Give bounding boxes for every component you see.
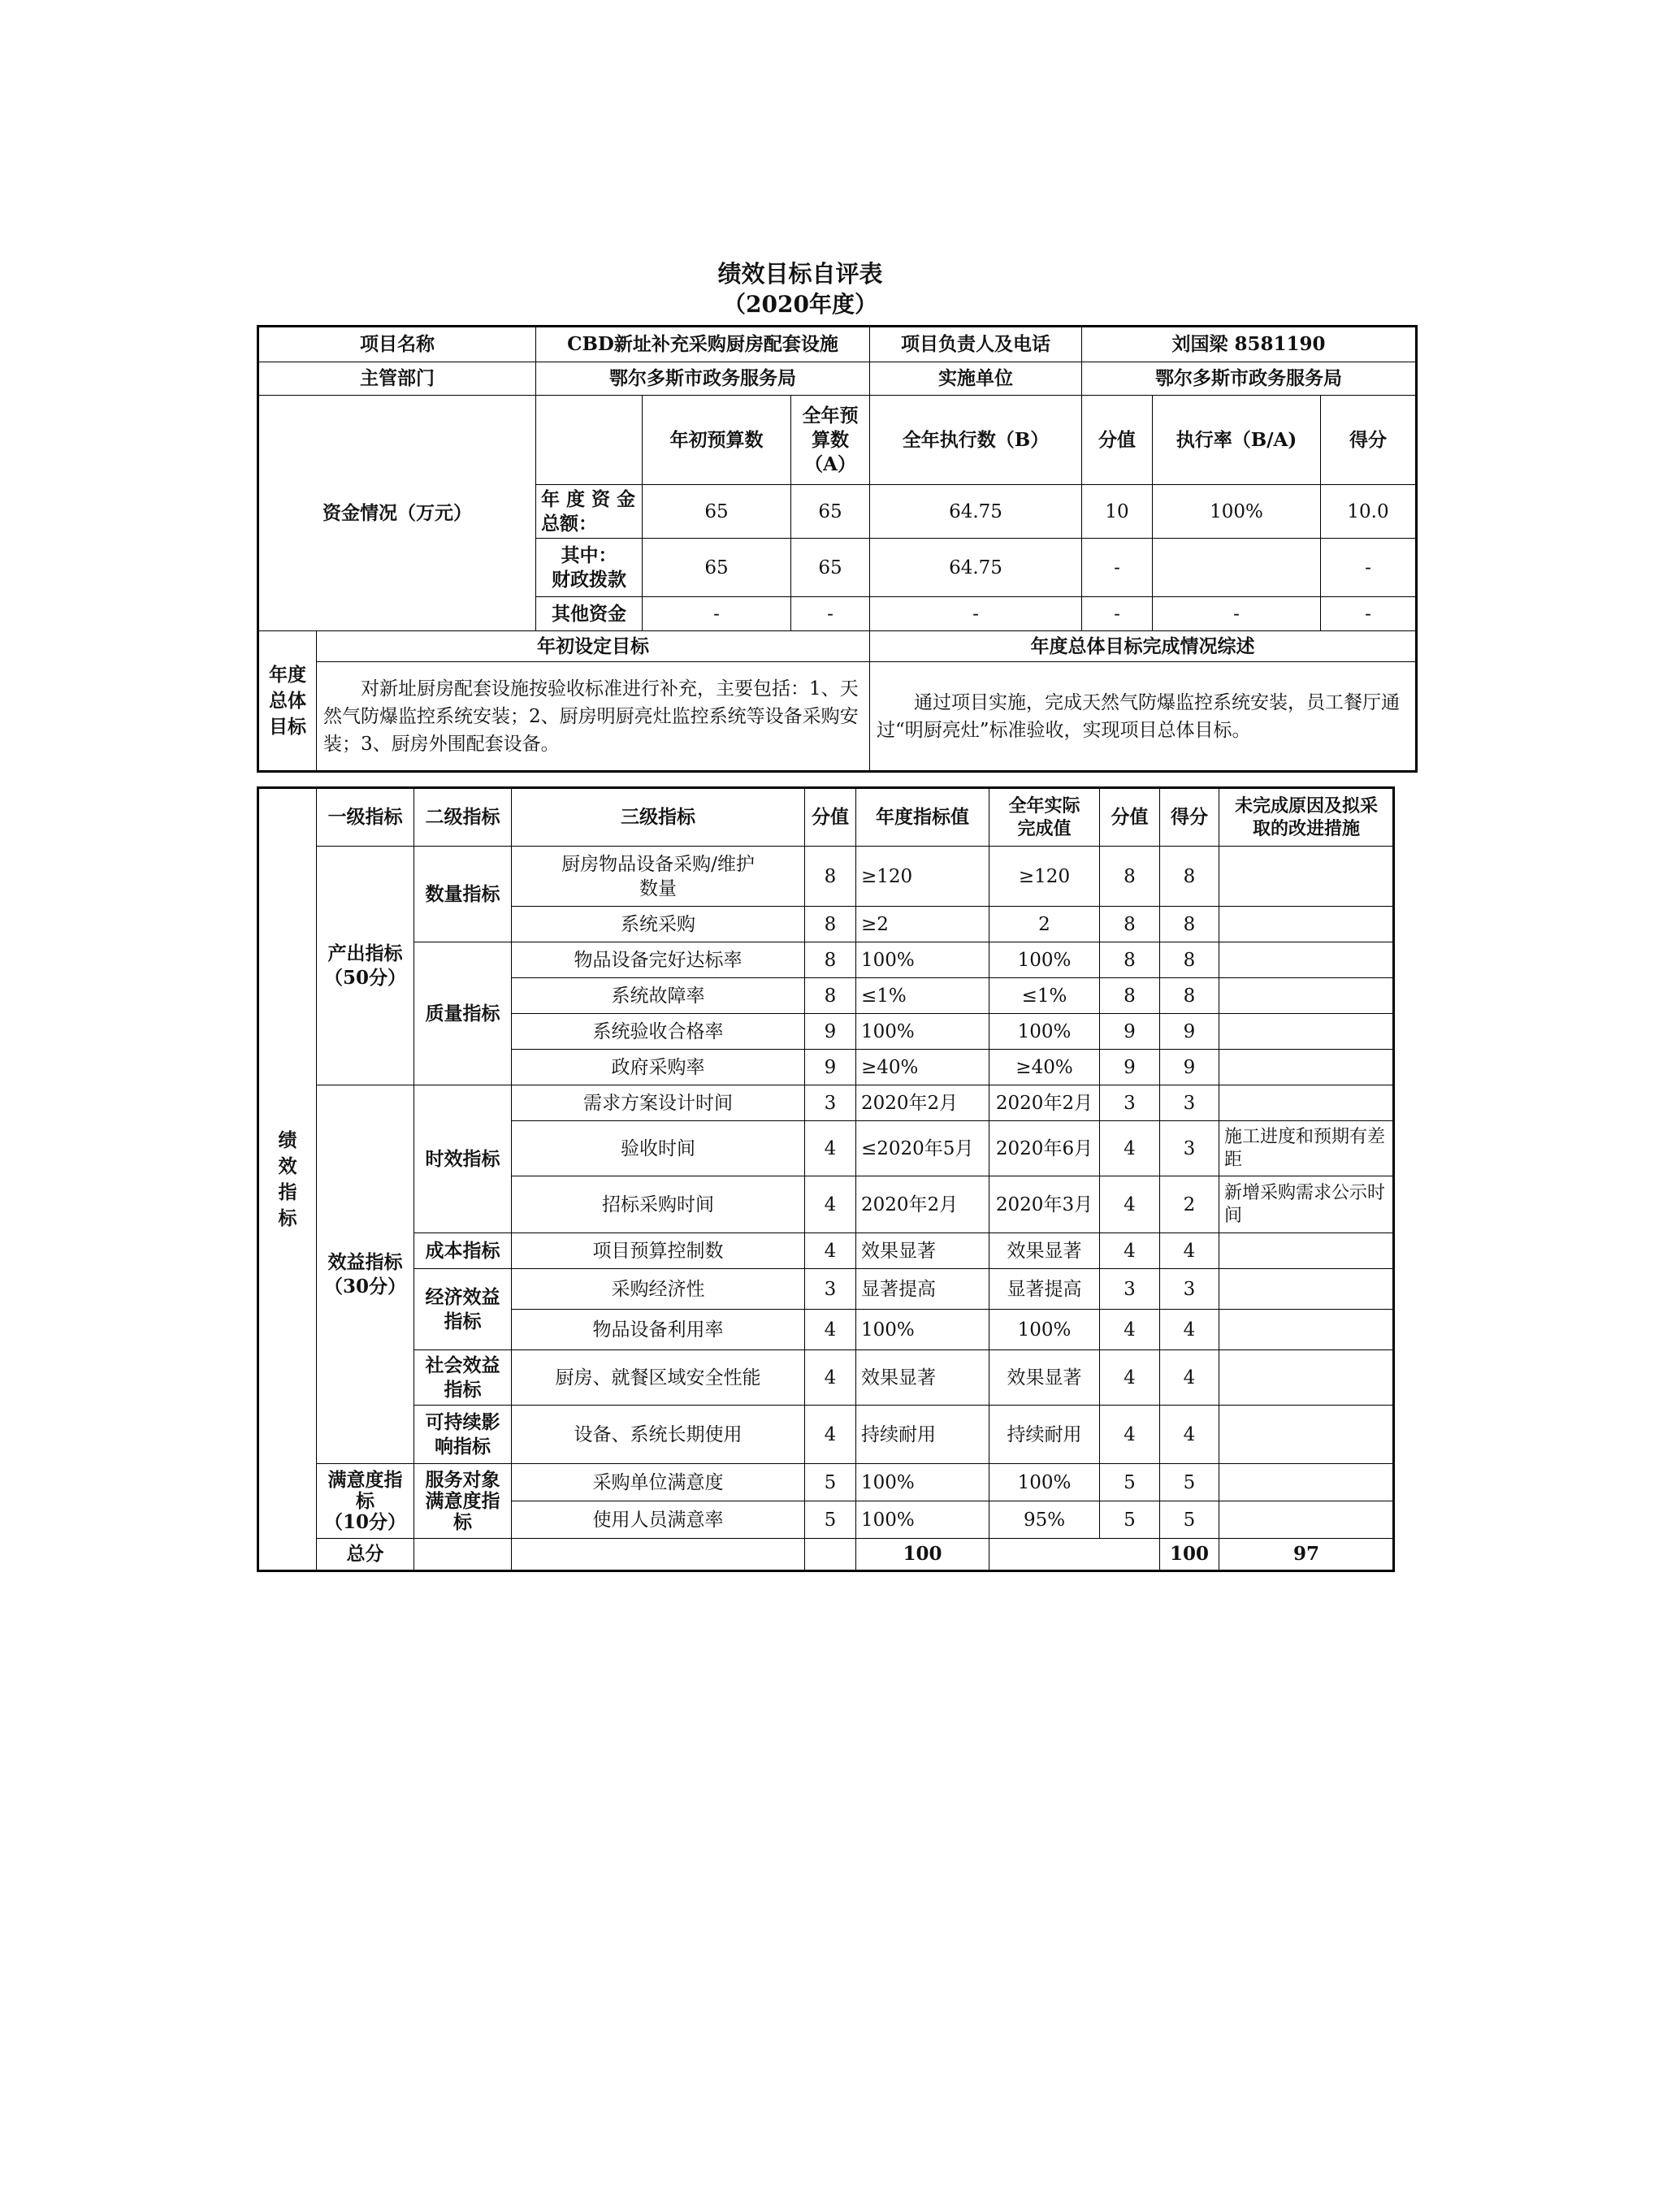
level3-name: 系统验收合格率 (512, 1014, 805, 1050)
goals-summary-header: 年度总体目标完成情况综述 (870, 631, 1417, 662)
total-row (258, 1539, 1394, 1571)
level3-name-line2: 数量 (639, 877, 677, 899)
cell-actual: 2020年6月 (989, 1121, 1100, 1176)
funds-cell (1153, 539, 1321, 597)
level2-service-line2: 满意度指 (425, 1489, 500, 1512)
cell-score2: 8 (1100, 978, 1160, 1014)
cell-target: 显著提高 (856, 1269, 989, 1310)
funds-row-label (536, 539, 643, 597)
cell-got: 8 (1160, 942, 1219, 978)
level2-cost: 成本指标 (414, 1233, 512, 1269)
cell-target: 100% (856, 1310, 989, 1350)
goals-label (258, 631, 317, 772)
level1-output (317, 847, 414, 1085)
funds-row-label: 其他资金 (536, 597, 643, 631)
side-char: 效 (278, 1154, 297, 1177)
cell-score2: 4 (1100, 1233, 1160, 1269)
cell-score2: 5 (1100, 1501, 1160, 1539)
dept-label: 主管部门 (258, 362, 536, 396)
goals-header-row (258, 631, 1417, 662)
level2-economic (414, 1269, 512, 1350)
level2-social-line2: 指标 (444, 1378, 482, 1401)
level1-benefit (317, 1085, 414, 1464)
col-reason (1219, 788, 1394, 847)
cell-actual: 95% (989, 1501, 1100, 1539)
cell-target: ≥2 (856, 907, 989, 942)
level3-name: 物品设备利用率 (512, 1310, 805, 1350)
level3-name (512, 847, 805, 907)
page-subtitle: （2020年度） (723, 291, 877, 318)
cell-reason (1219, 1310, 1394, 1350)
cell-score: 5 (805, 1464, 856, 1501)
cell-score2: 4 (1100, 1350, 1160, 1406)
side-char: 绩 (278, 1128, 297, 1151)
cell-score: 8 (805, 978, 856, 1014)
col-score2: 分值 (1100, 788, 1160, 847)
cell-score: 9 (805, 1050, 856, 1085)
funds-cell: 64.75 (870, 539, 1082, 597)
funds-col-rate: 执行率（B/A) (1153, 396, 1321, 485)
cell-score2: 9 (1100, 1050, 1160, 1085)
cell-got: 9 (1160, 1014, 1219, 1050)
cell-target: 100% (856, 1501, 989, 1539)
col-level3: 三级指标 (512, 788, 805, 847)
cell-target: 100% (856, 1464, 989, 1501)
cell-actual: 100% (989, 1014, 1100, 1050)
goals-label-line1: 年度 (269, 663, 306, 686)
cell-score: 4 (805, 1406, 856, 1464)
level2-sustain-line2: 响指标 (435, 1435, 491, 1458)
table-row (258, 1406, 1394, 1464)
cell-got: 4 (1160, 1310, 1219, 1350)
level1-satisfaction-line3: （10分） (323, 1510, 406, 1533)
level2-service-line3: 标 (453, 1510, 472, 1533)
cell-got: 9 (1160, 1050, 1219, 1085)
cell-target: ≤1% (856, 978, 989, 1014)
col-target: 年度指标值 (856, 788, 989, 847)
total-empty (414, 1539, 512, 1571)
level3-name: 项目预算控制数 (512, 1233, 805, 1269)
cell-actual: 持续耐用 (989, 1406, 1100, 1464)
cell-reason (1219, 1350, 1394, 1406)
cell-target: ≤2020年5月 (856, 1121, 989, 1176)
project-name-label: 项目名称 (258, 327, 536, 362)
level3-name: 设备、系统长期使用 (512, 1406, 805, 1464)
cell-actual: 2020年3月 (989, 1176, 1100, 1233)
contact-label: 项目负责人及电话 (870, 327, 1082, 362)
cell-target: ≥120 (856, 847, 989, 907)
col-score: 分值 (805, 788, 856, 847)
cell-reason (1219, 978, 1394, 1014)
level2-quantity: 数量指标 (414, 847, 512, 942)
level2-timeliness: 时效指标 (414, 1085, 512, 1233)
level1-benefit-line2: （30分） (323, 1275, 406, 1297)
page-title: 绩效目标自评表 (717, 260, 883, 288)
funds-cell: 10.0 (1321, 485, 1417, 539)
project-name-value: CBD新址补充采购厨房配套设施 (536, 327, 870, 362)
cell-got: 5 (1160, 1464, 1219, 1501)
header-row-1 (258, 327, 1417, 362)
col-got: 得分 (1160, 788, 1219, 847)
cell-got: 8 (1160, 978, 1219, 1014)
dept-value: 鄂尔多斯市政务服务局 (536, 362, 870, 396)
level2-economic-line1: 经济效益 (425, 1285, 500, 1308)
cell-score2: 4 (1100, 1176, 1160, 1233)
level2-service-line1: 服务对象 (425, 1468, 500, 1491)
cell-reason (1219, 847, 1394, 907)
cell-got: 8 (1160, 847, 1219, 907)
funds-cell: 65 (643, 485, 791, 539)
goals-label-line2: 总体 (269, 689, 306, 712)
impl-label: 实施单位 (870, 362, 1082, 396)
level2-social-line1: 社会效益 (425, 1354, 500, 1376)
cell-got: 8 (1160, 907, 1219, 942)
level3-name: 政府采购率 (512, 1050, 805, 1085)
cell-actual: 100% (989, 1310, 1100, 1350)
cell-reason (1219, 1464, 1394, 1501)
funds-col-annual-line3: （A） (804, 453, 856, 475)
side-char: 指 (278, 1180, 297, 1203)
cell-score2: 8 (1100, 942, 1160, 978)
cell-reason (1219, 1269, 1394, 1310)
funds-cell: 100% (1153, 485, 1321, 539)
funds-cell: - (1321, 539, 1417, 597)
impl-value: 鄂尔多斯市政务服务局 (1082, 362, 1417, 396)
cell-score: 4 (805, 1233, 856, 1269)
col-reason-line1: 未完成原因及拟采 (1234, 795, 1378, 817)
level1-satisfaction-line1: 满意度指 (327, 1468, 403, 1491)
goals-label-line3: 目标 (269, 715, 306, 738)
level2-sustain-line1: 可持续影 (425, 1410, 500, 1433)
level3-name: 系统故障率 (512, 978, 805, 1014)
cell-actual: 2 (989, 907, 1100, 942)
cell-score: 9 (805, 1014, 856, 1050)
table-row (258, 1085, 1394, 1121)
col-actual-line1: 全年实际 (1008, 795, 1080, 817)
side-char: 标 (278, 1206, 297, 1229)
funds-row-label: 年 度 资 金 总额： (536, 485, 643, 539)
cell-reason: 新增采购需求公示时间 (1219, 1176, 1394, 1233)
col-actual (989, 788, 1100, 847)
cell-score: 8 (805, 847, 856, 907)
funds-row-label-line2: 财政拨款 (552, 568, 626, 591)
cell-reason (1219, 907, 1394, 942)
goals-initial-header: 年初设定目标 (317, 631, 870, 662)
funds-cell: 64.75 (870, 485, 1082, 539)
cell-actual: ≥40% (989, 1050, 1100, 1085)
funds-cell: 10 (1082, 485, 1153, 539)
total-score2: 100 (1160, 1539, 1219, 1571)
cell-actual: 效果显著 (989, 1350, 1100, 1406)
contact-value: 刘国梁 8581190 (1082, 327, 1417, 362)
cell-score: 4 (805, 1176, 856, 1233)
funds-cell: - (1153, 597, 1321, 631)
indicators-table (257, 786, 1395, 1572)
goals-content-row (258, 662, 1417, 772)
col-level1: 一级指标 (317, 788, 414, 847)
cell-target: 2020年2月 (856, 1176, 989, 1233)
cell-score: 4 (805, 1350, 856, 1406)
goals-initial-text: 对新址厨房配套设施按验收标准进行补充，主要包括：1、天然气防爆监控系统安装；2、厨房明厨亮灶监控系统等设备采购安装；3、厨房外围配套设备。 (317, 662, 870, 772)
table-row (258, 1464, 1394, 1501)
cell-reason (1219, 942, 1394, 978)
level3-name: 采购经济性 (512, 1269, 805, 1310)
cell-actual: ≤1% (989, 978, 1100, 1014)
cell-reason (1219, 1501, 1394, 1539)
level3-name: 系统采购 (512, 907, 805, 942)
level3-name: 物品设备完好达标率 (512, 942, 805, 978)
funds-cell: - (870, 597, 1082, 631)
cell-reason (1219, 1014, 1394, 1050)
cell-target: 效果显著 (856, 1233, 989, 1269)
table-row (258, 1233, 1394, 1269)
cell-reason: 施工进度和预期有差距 (1219, 1121, 1394, 1176)
col-reason-line2: 取的改进措施 (1252, 818, 1360, 839)
level3-name: 验收时间 (512, 1121, 805, 1176)
funds-col-annual (791, 396, 870, 485)
funds-col-score: 分值 (1082, 396, 1153, 485)
funds-cell: - (1082, 597, 1153, 631)
cell-score2: 8 (1100, 847, 1160, 907)
funds-cell: 65 (791, 539, 870, 597)
cell-reason (1219, 1085, 1394, 1121)
cell-got: 2 (1160, 1176, 1219, 1233)
cell-target: 持续耐用 (856, 1406, 989, 1464)
cell-actual: 100% (989, 1464, 1100, 1501)
cell-score: 4 (805, 1121, 856, 1176)
funds-col-annual-line1: 全年预 (802, 404, 859, 427)
cell-target: ≥40% (856, 1050, 989, 1085)
funds-label: 资金情况（万元） (258, 396, 536, 631)
level1-output-line2: （50分） (323, 966, 406, 989)
funds-corner (536, 396, 643, 485)
goals-summary-text: 通过项目实施，完成天然气防爆监控系统安装，员工餐厅通过“明厨亮灶”标准验收，实现项目总体目标。 (870, 662, 1417, 772)
total-empty (805, 1539, 856, 1571)
cell-target: 100% (856, 942, 989, 978)
cell-score2: 4 (1100, 1121, 1160, 1176)
level1-satisfaction-line2: 标 (356, 1489, 375, 1512)
funds-col-got: 得分 (1321, 396, 1417, 485)
cell-score: 3 (805, 1085, 856, 1121)
level3-name-line1: 厨房物品设备采购/维护 (561, 853, 755, 875)
funds-cell: - (1321, 597, 1417, 631)
level2-social (414, 1350, 512, 1406)
cell-score: 3 (805, 1269, 856, 1310)
cell-score: 8 (805, 907, 856, 942)
cell-score: 8 (805, 942, 856, 978)
summary-table (257, 325, 1418, 773)
cell-reason (1219, 1233, 1394, 1269)
funds-row-label-line1: 其中： (561, 544, 617, 566)
cell-actual: 显著提高 (989, 1269, 1100, 1310)
cell-got: 5 (1160, 1501, 1219, 1539)
level3-name: 使用人员满意率 (512, 1501, 805, 1539)
level2-sustain (414, 1406, 512, 1464)
cell-score2: 8 (1100, 907, 1160, 942)
cell-score2: 5 (1100, 1464, 1160, 1501)
cell-actual: 100% (989, 942, 1100, 978)
cell-reason (1219, 1050, 1394, 1085)
cell-got: 3 (1160, 1085, 1219, 1121)
funds-header-row (258, 396, 1417, 485)
funds-cell: 65 (791, 485, 870, 539)
cell-target: 100% (856, 1014, 989, 1050)
cell-score2: 4 (1100, 1310, 1160, 1350)
level3-name: 厨房、就餐区域安全性能 (512, 1350, 805, 1406)
level2-economic-line2: 指标 (444, 1310, 482, 1332)
funds-col-annual-line2: 算数 (812, 428, 849, 451)
cell-score2: 9 (1100, 1014, 1160, 1050)
level3-name: 招标采购时间 (512, 1176, 805, 1233)
cell-got: 3 (1160, 1269, 1219, 1310)
funds-col-exec: 全年执行数（B） (870, 396, 1082, 485)
cell-target: 2020年2月 (856, 1085, 989, 1121)
col-level2: 二级指标 (414, 788, 512, 847)
level2-quality: 质量指标 (414, 942, 512, 1085)
level2-service (414, 1464, 512, 1539)
cell-score2: 4 (1100, 1406, 1160, 1464)
cell-score2: 3 (1100, 1085, 1160, 1121)
table-row (258, 942, 1394, 978)
col-actual-line2: 完成值 (1017, 818, 1072, 839)
cell-got: 4 (1160, 1233, 1219, 1269)
level1-satisfaction (317, 1464, 414, 1539)
total-empty (989, 1539, 1160, 1571)
total-got: 97 (1219, 1539, 1394, 1571)
cell-score2: 3 (1100, 1269, 1160, 1310)
table-row (258, 1350, 1394, 1406)
header-row-2 (258, 362, 1417, 396)
funds-cell: - (1082, 539, 1153, 597)
cell-target: 效果显著 (856, 1350, 989, 1406)
cell-score: 4 (805, 1310, 856, 1350)
total-empty (512, 1539, 805, 1571)
cell-actual: ≥120 (989, 847, 1100, 907)
total-score: 100 (856, 1539, 989, 1571)
funds-cell: - (643, 597, 791, 631)
funds-col-initial: 年初预算数 (643, 396, 791, 485)
cell-got: 3 (1160, 1121, 1219, 1176)
funds-cell: 65 (643, 539, 791, 597)
funds-cell: - (791, 597, 870, 631)
cell-got: 4 (1160, 1350, 1219, 1406)
cell-score: 5 (805, 1501, 856, 1539)
level1-output-line1: 产出指标 (327, 942, 403, 964)
level1-benefit-line1: 效益指标 (327, 1250, 403, 1273)
table-row (258, 847, 1394, 907)
indicators-side-label (258, 788, 317, 1571)
level3-name: 需求方案设计时间 (512, 1085, 805, 1121)
cell-got: 4 (1160, 1406, 1219, 1464)
table-row (258, 1269, 1394, 1310)
cell-actual: 效果显著 (989, 1233, 1100, 1269)
cell-actual: 2020年2月 (989, 1085, 1100, 1121)
cell-reason (1219, 1406, 1394, 1464)
total-label: 总分 (317, 1539, 414, 1571)
level3-name: 采购单位满意度 (512, 1464, 805, 1501)
indicators-header-row (258, 788, 1394, 847)
